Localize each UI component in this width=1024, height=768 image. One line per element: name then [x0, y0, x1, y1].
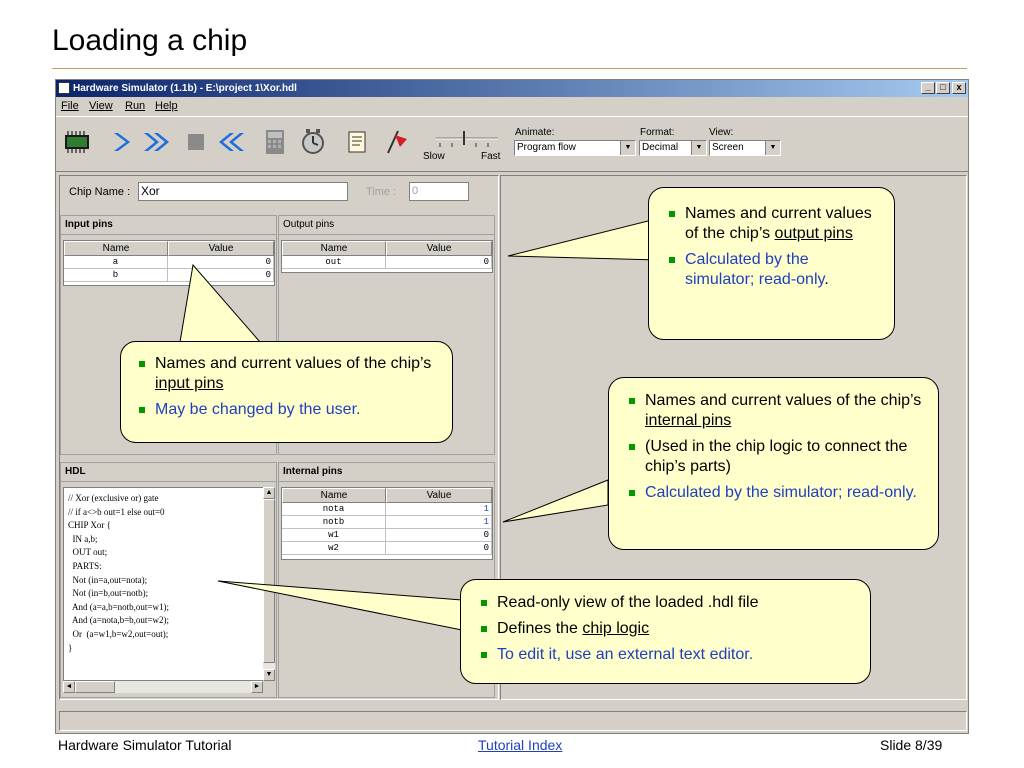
- pin-name: w1: [282, 529, 386, 542]
- callout-bullet: [479, 593, 858, 613]
- scroll-left-icon[interactable]: ◄: [63, 681, 75, 693]
- pin-name: b: [64, 269, 168, 282]
- menu-run[interactable]: Run: [125, 100, 146, 112]
- pin-name: out: [282, 256, 386, 269]
- pin-value: 0: [386, 542, 492, 555]
- callout-text: Names and current values of the chip’s: [685, 205, 872, 242]
- callout-text: Names and current values of the chip’s: [155, 355, 432, 372]
- callout-text: Read-only view of the loaded .hdl file: [497, 594, 759, 611]
- pin-name: notb: [282, 516, 386, 529]
- callout-bullet: [627, 391, 926, 431]
- menu-help[interactable]: Help: [155, 100, 178, 112]
- scroll-right-icon[interactable]: ►: [251, 681, 263, 693]
- pin-value[interactable]: 0: [168, 256, 274, 269]
- output-pins-title: Output pins: [279, 216, 494, 235]
- column-header-value[interactable]: Value: [168, 241, 274, 256]
- tutorial-index-link[interactable]: Tutorial Index: [478, 737, 563, 753]
- internal-pins-callout: [608, 377, 939, 550]
- pin-value: 1: [386, 503, 492, 516]
- internal-callout-pointer: [503, 480, 608, 522]
- input-pins-callout: [120, 341, 453, 443]
- callout-bullet: [667, 204, 882, 244]
- hdl-line: // if a<>b out=1 else out=0: [68, 506, 165, 517]
- callout-bullet: [479, 619, 858, 639]
- hdl-callout: [460, 579, 871, 684]
- callout-bullet: [627, 483, 926, 503]
- hdl-line: Or (a=w1,b=w2,out=out);: [68, 628, 169, 639]
- animate-value: Program flow: [517, 142, 576, 153]
- column-header-name[interactable]: Name: [64, 241, 168, 256]
- hdl-line: And (a=nota,b=b,out=w2);: [68, 615, 169, 626]
- hdl-line: }: [68, 642, 73, 653]
- chevron-down-icon[interactable]: ▼: [765, 141, 780, 155]
- chip-name-label: Chip Name :: [69, 186, 131, 198]
- scroll-down-icon[interactable]: ▼: [263, 669, 275, 681]
- chevron-down-icon[interactable]: ▼: [691, 141, 706, 155]
- callout-text: (Used in the chip logic to connect the chip’s parts): [645, 438, 908, 475]
- hdl-line: PARTS:: [68, 560, 102, 571]
- callout-text: May be changed by the user.: [155, 401, 361, 418]
- pin-value: 0: [386, 529, 492, 542]
- scroll-up-icon[interactable]: ▲: [263, 487, 275, 499]
- slow-label: Slow: [423, 151, 445, 162]
- input-pins-title: Input pins: [61, 216, 276, 235]
- column-header-name[interactable]: Name: [282, 488, 386, 503]
- view-label: View:: [709, 127, 734, 138]
- hdl-line: Not (in=a,out=nota);: [68, 574, 148, 585]
- hdl-line: // Xor (exclusive or) gate: [68, 493, 159, 503]
- output-callout-pointer: [508, 218, 660, 260]
- callout-bullet: [137, 400, 440, 420]
- maximize-button[interactable]: □: [936, 82, 950, 94]
- column-header-name[interactable]: Name: [282, 241, 386, 256]
- animate-label: Animate:: [515, 127, 555, 138]
- output-pins-callout: [648, 187, 895, 340]
- time-field: 0: [409, 182, 469, 201]
- callout-underlined-text: chip logic: [582, 620, 650, 637]
- pin-name: nota: [282, 503, 386, 516]
- input-callout-pointer: [180, 265, 260, 342]
- chip-name-field[interactable]: Xor: [138, 182, 348, 201]
- column-header-value[interactable]: Value: [386, 488, 492, 503]
- hdl-title: HDL: [61, 463, 276, 482]
- hdl-callout-pointer: [218, 581, 462, 630]
- callout-underlined-text: internal pins: [645, 412, 732, 429]
- hdl-line: OUT out;: [68, 547, 108, 558]
- callout-text: To edit it, use an external text editor.: [497, 646, 754, 663]
- callout-text: Names and current values of the chip’s: [645, 392, 922, 409]
- close-button[interactable]: x: [952, 82, 966, 94]
- footer-left-text: Hardware Simulator Tutorial: [58, 737, 232, 753]
- chevron-down-icon[interactable]: ▼: [620, 141, 635, 155]
- menu-view[interactable]: View: [89, 100, 113, 112]
- pin-name: w2: [282, 542, 386, 555]
- column-header-value[interactable]: Value: [386, 241, 492, 256]
- pin-name: a: [64, 256, 168, 269]
- callout-text: Calculated by the simulator; read-only.: [645, 484, 917, 501]
- callout-text: Defines the: [497, 620, 578, 637]
- callout-text: .: [824, 271, 829, 288]
- window-title: Hardware Simulator (1.1b) - E:\project 1\Xor.hdl: [73, 83, 297, 94]
- callout-bullet: [137, 354, 440, 394]
- callout-bullet: [667, 250, 882, 290]
- time-label: Time :: [366, 186, 397, 198]
- hdl-line: IN a,b;: [68, 533, 98, 544]
- minimize-button[interactable]: _: [921, 82, 935, 94]
- menu-file[interactable]: File: [61, 100, 79, 112]
- callout-underlined-text: input pins: [155, 375, 224, 392]
- pin-value: 1: [386, 516, 492, 529]
- hdl-line: CHIP Xor {: [68, 520, 111, 531]
- view-value: Screen: [712, 142, 744, 153]
- internal-pins-title: Internal pins: [279, 463, 494, 482]
- callout-bullet: [627, 437, 926, 477]
- pin-value[interactable]: 0: [168, 269, 274, 282]
- pin-value: 0: [386, 256, 492, 269]
- fast-label: Fast: [481, 151, 501, 162]
- slide-number: Slide 8/39: [880, 737, 943, 753]
- format-value: Decimal: [642, 142, 679, 153]
- callout-text: Calculated by the simulator; read-only: [685, 251, 825, 288]
- hdl-line: And (a=a,b=notb,out=w1);: [68, 601, 169, 612]
- format-label: Format:: [640, 127, 675, 138]
- callout-bullet: [479, 645, 858, 665]
- slide-title: Loading a chip: [52, 24, 248, 57]
- hdl-line: Not (in=b,out=notb);: [68, 588, 149, 599]
- callout-underlined-text: output pins: [774, 225, 853, 242]
